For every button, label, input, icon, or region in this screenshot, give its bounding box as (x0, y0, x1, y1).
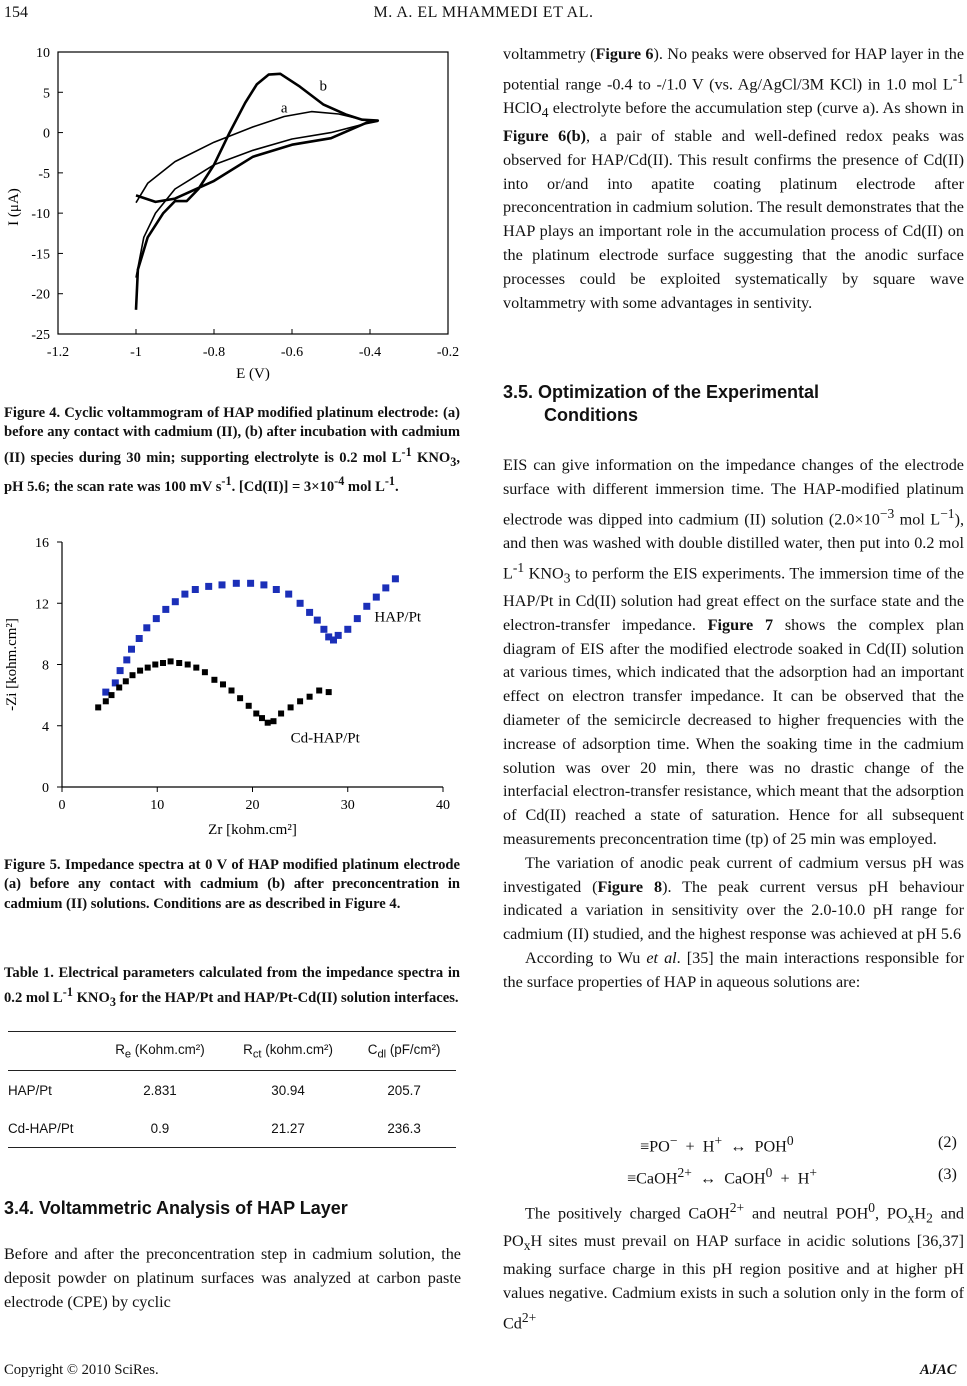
table-cell: 0.9 (150, 1120, 170, 1136)
data-point-hap-pt (181, 591, 188, 598)
data-point-cd-hap-pt (326, 689, 332, 695)
data-point-hap-pt (143, 624, 150, 631)
x-tick-label: 30 (340, 798, 355, 813)
data-point-hap-pt (123, 656, 130, 663)
data-point-cd-hap-pt (116, 685, 122, 691)
table-row (8, 1109, 456, 1148)
data-point-hap-pt (260, 581, 267, 588)
data-point-hap-pt (153, 615, 160, 622)
figure-5-caption: Figure 5. Impedance spectra at 0 V of HAP modified platinum electrode (a) before any contact with cadmium (b) after preconcentration in cadmium (II) solutions. Conditions are as described in Figure 4. (4, 857, 460, 912)
series-label-hap-pt: HAP/Pt (374, 609, 422, 626)
data-point-cd-hap-pt (168, 658, 174, 664)
section-3-4-text-right: voltammetry (Figure 6). No peaks were observed for HAP layer in the potential range -0.4 to -/1.0 V (vs. Ag/AgCl/3M KCl) in 1.0 mol $L^{-1}$ HClO$_4$ electrolyte before the accumulation step (curve a). As shown in Figure 6(b), a pair of stable and well-defined redox peaks was observed for HAP/Cd(II). This result confirms the presence of Cd(II) into or/and into apatite coating platinum electrode after preconcentration in cadmium solution. The result demonstrates that the HAP plays an important role in the accumulation process of Cd(II) on the platinum electrode surface suggesting that the anodic surface processes could be exploited systematically by square wave voltammetry with some advantages in sentivity. (503, 45, 965, 312)
y-tick-label: -5 (38, 166, 50, 182)
table-header-empty (8, 1032, 96, 1071)
data-point-hap-pt (233, 580, 240, 587)
section-3-4-text-left: Before and after the preconcentration step in cadmium solution, the deposit powder on platinum surfaces was analyzed at carbon paste electrode (CPE) by cyclic (4, 1245, 461, 1311)
data-point-hap-pt (297, 600, 304, 607)
data-point-hap-pt (219, 581, 226, 588)
table-cell: 30.94 (271, 1082, 305, 1098)
running-title: M. A. EL MHAMMEDI ET AL. (373, 4, 594, 21)
y-axis-label: I (μA) (6, 188, 22, 226)
x-tick-label: 20 (245, 798, 260, 813)
data-point-cd-hap-pt (246, 703, 252, 709)
annotation-a: a (280, 100, 288, 117)
data-point-hap-pt (247, 580, 254, 587)
series-label-cd-hap-pt: Cd-HAP/Pt (290, 730, 360, 747)
y-tick-label: 10 (36, 46, 50, 61)
table-cell: 2.831 (143, 1082, 177, 1098)
plot-frame (58, 52, 448, 334)
figure-5-chart (0, 528, 470, 848)
table-cell: Cd-HAP/Pt (8, 1120, 74, 1136)
x-tick-label: 10 (150, 798, 165, 813)
figure-4-caption: Figure 4. Cyclic voltammogram of HAP modified platinum electrode: (a) before any contact with cadmium (II), (b) after incubation with cadmium (II) species during 30 min; supporting electrolyte is 0.2 mol $L^{-1}$ $KNO_3$, pH 5.6; the scan rate was 100 mV $s^{-1}$. $[Cd(II)] = 3\times 10^{-4}$ mol $L^{-1}$. (4, 405, 460, 495)
x-axis-label: E (V) (236, 366, 270, 382)
data-point-cd-hap-pt (229, 688, 235, 694)
data-point-cd-hap-pt (265, 720, 271, 726)
data-point-cd-hap-pt (185, 662, 191, 668)
copyright: Copyright © 2010 SciRes. (4, 1362, 159, 1378)
y-axis-label: -Zi [kohm.cm²] (4, 618, 20, 711)
section-3-5-heading: 3.5. Optimization of the Experimental Conditions (503, 382, 820, 425)
table-header-rct: $R_{ct}$ (kohm.cm²) (243, 1041, 333, 1061)
y-tick-label: -20 (31, 287, 50, 303)
data-point-cd-hap-pt (271, 718, 277, 724)
data-point-cd-hap-pt (307, 694, 313, 700)
y-tick-label: -25 (31, 328, 50, 343)
figure-4-chart (0, 40, 470, 392)
x-tick-label: -1 (130, 345, 142, 360)
data-point-cd-hap-pt (160, 660, 166, 666)
data-point-cd-hap-pt (103, 698, 109, 704)
equation-2-number: (2) (938, 1133, 957, 1151)
data-point-cd-hap-pt (109, 692, 115, 698)
data-point-hap-pt (117, 667, 124, 674)
y-tick-label: 0 (42, 781, 49, 796)
y-tick-label: -15 (31, 247, 50, 263)
data-point-hap-pt (354, 615, 361, 622)
data-point-hap-pt (382, 584, 389, 591)
table-header-re: $R_e$ (Kohm.cm²) (115, 1041, 205, 1061)
x-tick-label: 40 (436, 798, 450, 813)
table-1 (8, 1031, 456, 1148)
data-point-cd-hap-pt (123, 678, 129, 684)
data-point-hap-pt (192, 586, 199, 593)
data-point-hap-pt (335, 632, 342, 639)
data-point-hap-pt (344, 626, 351, 633)
table-1-caption: Table 1. Electrical parameters calculated from the impedance spectra in 0.2 mol $L^{-1}$ $KNO_3$ for the HAP/Pt and HAP/Pt-Cd(II) solution interfaces. (4, 965, 460, 1010)
data-point-cd-hap-pt (237, 695, 243, 701)
table-cell: 21.27 (271, 1120, 305, 1136)
data-point-hap-pt (320, 626, 327, 633)
y-tick-label: -10 (31, 207, 50, 223)
x-tick-label: -0.8 (202, 345, 226, 360)
data-point-hap-pt (392, 575, 399, 582)
table-cell: HAP/Pt (8, 1082, 52, 1098)
x-tick-label: -0.2 (436, 345, 460, 360)
y-tick-label: 0 (43, 126, 50, 142)
data-point-cd-hap-pt (211, 677, 217, 683)
data-point-hap-pt (172, 598, 179, 605)
data-point-hap-pt (306, 609, 313, 616)
y-tick-label: 4 (42, 719, 49, 735)
data-point-cd-hap-pt (278, 711, 284, 717)
data-point-cd-hap-pt (259, 715, 265, 721)
table-header-cdl: $C_{dl}$ (pF/cm²) (367, 1041, 441, 1061)
data-point-hap-pt (102, 689, 109, 696)
x-tick-label: -0.6 (280, 345, 304, 360)
table-row (8, 1071, 456, 1110)
data-point-hap-pt (136, 635, 143, 642)
data-point-hap-pt (285, 591, 292, 598)
data-point-cd-hap-pt (297, 698, 303, 704)
y-tick-label: 5 (43, 86, 50, 102)
data-point-cd-hap-pt (145, 665, 151, 671)
journal-name: AJAC (920, 1362, 957, 1378)
x-tick-label: -1.2 (46, 345, 70, 360)
data-point-hap-pt (273, 586, 280, 593)
data-point-hap-pt (128, 646, 135, 653)
data-point-cd-hap-pt (202, 669, 208, 675)
equation-3: ≡CaOH$^{2+}$ ↔ CaOH$^0$ + H+ (627, 1165, 818, 1188)
table-cell: 236.3 (387, 1120, 421, 1136)
table-header-row (8, 1032, 456, 1071)
data-point-cd-hap-pt (288, 704, 294, 710)
y-tick-label: 16 (35, 536, 49, 551)
section-3-4-heading: 3.4. Voltammetric Analysis of HAP Layer (4, 1198, 348, 1218)
x-axis-label: Zr [kohm.cm²] (208, 822, 297, 838)
y-tick-label: 12 (35, 597, 49, 613)
y-tick-label: 8 (42, 658, 49, 674)
section-3-5-text: EIS can give information on the impedance changes of the electrode surface with different immersion time. The HAP-modified platinum electrode was dipped into cadmium (II) solution ($2.0\times 10^{-3}$ mol $L^{-1}$), and then was washed with double distilled water, then put into 0.2 mol $L^{-1}$ $KNO_3$ to perform the EIS experiments. The immersion time of the HAP/Pt in Cd(II) solution had great effect on the surface state and the electron-transfer impedance. Figure 7 shows the complex plan diagram of EIS after the modified electrode soaked in Cd(II) solution at various times, which indicated that the adsorption had an important effect on electron transfer impedance. It can be observed that the diameter of the semicircle decreased to higher frequencies with the increase of adsorption time. When the soaking time in the cadmium solution was over 20 min, there was no drastic change of the interfacial electron-transfer resistance, which meant that the adsorption of Cd(II) reached a state of saturation. Hence for all subsequent measurements preconcentration time (tp) of 25 min was employed. The variation of anodic peak current of cadmium versus pH was investigated (Figure 8). The peak current versus pH behaviour indicated a variation in sensitivity over the 2.0-10.0 pH range for cadmium (II) studied, and the highest response was achieved at pH 5.6 According to Wu et al. [35] the main interactions responsible for the surface properties of HAP in aqueous solutions are: (503, 456, 965, 991)
annotation-b: b (319, 78, 327, 95)
data-point-hap-pt (162, 606, 169, 613)
data-point-hap-pt (205, 583, 212, 590)
equation-3-number: (3) (938, 1165, 957, 1183)
x-tick-label: -0.4 (358, 345, 382, 360)
page-number: 154 (4, 4, 28, 21)
data-point-cd-hap-pt (130, 672, 136, 678)
data-point-cd-hap-pt (176, 660, 182, 666)
data-point-cd-hap-pt (253, 711, 259, 717)
data-point-hap-pt (314, 617, 321, 624)
section-3-5-text-continued: The positively charged CaOH$^{2+}$ and neutral POH$^0$, $PO_xH_2$ and $PO_xH$ sites must prevail on HAP surface in acidic solutions [36,37] making surface charge in this pH region positive and at higher pH values negative. Cadmium exists in such a solution only in the form of $Cd^{2+}$ (503, 1200, 965, 1333)
table-cell: 205.7 (387, 1082, 421, 1098)
data-point-cd-hap-pt (220, 681, 226, 687)
x-tick-label: 0 (58, 798, 66, 813)
data-point-cd-hap-pt (152, 662, 158, 668)
equation-2: ≡PO− + H+ ↔ POH$^0$ (640, 1133, 794, 1156)
data-point-cd-hap-pt (95, 704, 101, 710)
data-point-hap-pt (373, 594, 380, 601)
data-point-hap-pt (363, 603, 370, 610)
data-point-cd-hap-pt (316, 688, 322, 694)
cv-curve-a (136, 112, 378, 278)
data-point-cd-hap-pt (137, 668, 143, 674)
data-point-cd-hap-pt (193, 665, 199, 671)
